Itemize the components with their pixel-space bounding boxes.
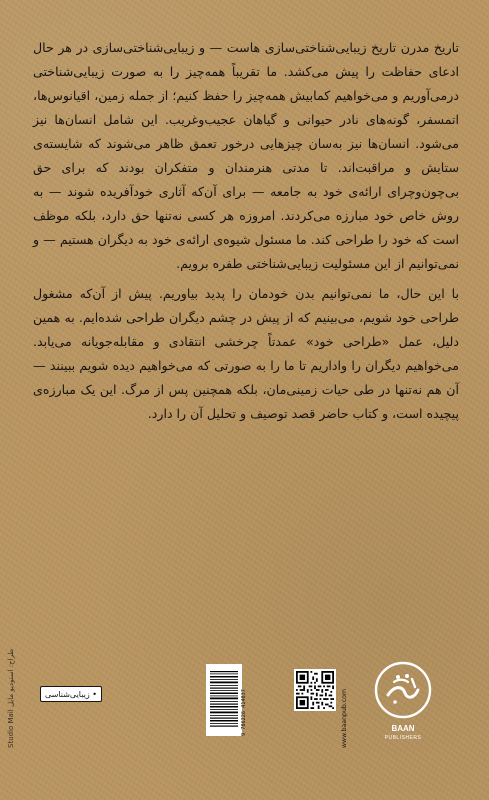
qr-code	[294, 669, 336, 711]
designer-credit: طراح: استودیو مایل Studio Mail	[7, 649, 15, 749]
publisher-subtitle: PUBLISHERS	[384, 735, 422, 741]
blurb-paragraph-1: تاریخ مدرن تاریخ زیبایی‌شناختی‌سازی هاست — و زیبایی‌شناختی‌سازی در هر حال ادعای حفاظت را پیش می‌کشد. ما تقریباً همه‌چیز را به صورت زیبایی‌شناختی درمی‌آوریم و می‌خواهیم کمابیش همه‌چیز را حفظ کنیم؛ از جمله زمین، اقیانوس‌ها، اتمسفر، گونه‌های نادر حیوانی و گیاهان عجیب‌وغریب. این شامل انسان‌ها نیز می‌شود. انسان‌ها نیز به‌سان چیزهایی درخور تعمق ظاهر می‌شوند که شایسته‌ی ستایش و مراقبت‌اند. تا مدتی هنرمندان و متفکران بودند که برای حق بی‌چون‌وچرای ارائه‌ی خود به جامعه — برای آن‌که آثاری خودآفریده شوند — به روش خاص خود مبارزه می‌کردند. امروزه هر کسی نه‌تنها حق دارد، بلکه موظف است که خود را طراحی کند. ما مسئول شیوه‌ی ارائه‌ی خود به دیگران هستیم — و نمی‌توانیم از این مسئولیت زیبایی‌شناختی طفره برویم.	[33, 40, 459, 271]
isbn-number: 9 786226 414837	[241, 689, 247, 736]
blurb-text-block	[33, 36, 459, 426]
publisher-logo-icon	[374, 661, 432, 719]
blurb-paragraph-2: با این حال، ما نمی‌توانیم بدن خودمان را پدید بیاوریم. پیش از آن‌که مشغول طراحی خود شویم، می‌بینیم که از پیش در چشم دیگران طراحی شده‌ایم. به همین دلیل، عمل «طراحی خود» عمدتاً چرخشی انتقادی و مقابله‌جویانه می‌یابد. می‌خواهیم دیگران را واداریم تا ما را به صورتی که می‌خواهیم دیده شویم ببینند — آن هم نه‌تنها در طی حیات زمینی‌مان، بلکه همچنین پس از مرگ. این یک مبارزه‌ی پیچیده است، و کتاب حاضر قصد توصیف و تحلیل آن را دارد.	[33, 286, 459, 421]
publisher-url: www.baanpub.com	[341, 689, 348, 748]
publisher-name: BAAN	[391, 724, 415, 733]
category-badge: • زیبایی‌شناسی	[40, 686, 102, 702]
isbn-barcode	[206, 664, 242, 736]
